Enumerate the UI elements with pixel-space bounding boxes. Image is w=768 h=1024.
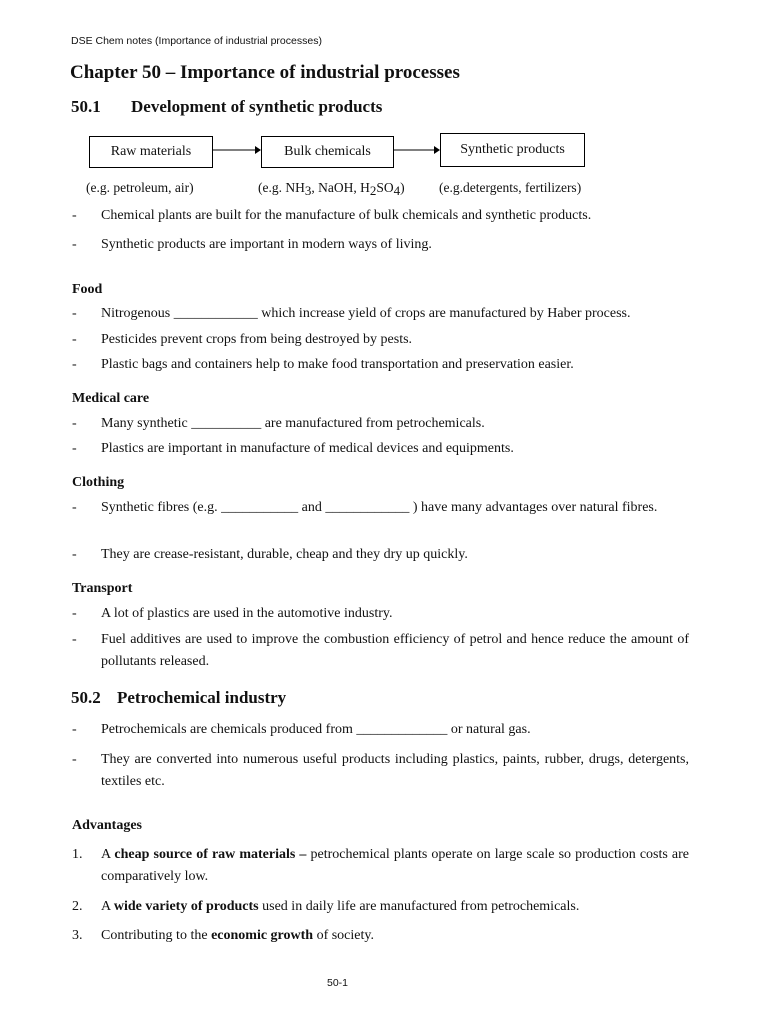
page-header: DSE Chem notes (Importance of industrial processes) bbox=[71, 35, 322, 47]
bulk-chemicals-example bbox=[258, 180, 405, 196]
section-number: 50.1 bbox=[71, 97, 101, 116]
bullet-text: Plastics are important in manufacture of medical devices and equipments. bbox=[101, 441, 514, 456]
subscript: 2 bbox=[369, 183, 377, 198]
item-text: used in daily life are manufactured from petrochemicals. bbox=[258, 899, 580, 914]
bullet-dash: - bbox=[72, 752, 77, 767]
bullet-text: Nitrogenous ____________ which increase yield of crops are manufactured by Haber process. bbox=[101, 306, 631, 321]
bullet-dash: - bbox=[72, 441, 77, 456]
advantage-item bbox=[101, 844, 689, 888]
item-bold-text: wide variety of products bbox=[113, 899, 259, 914]
bullet-text: Fuel additives are used to improve the combustion efficiency of petrol and hence reduce the amount of pollutants released. bbox=[101, 632, 689, 669]
medical-care-heading: Medical care bbox=[72, 391, 150, 406]
bullet-dash: - bbox=[72, 208, 77, 223]
item-number: 3. bbox=[72, 928, 83, 943]
flow-arrows bbox=[211, 143, 443, 159]
bullet-text: Synthetic fibres (e.g. ___________ and ____________ ) have many advantages over natural fibres. bbox=[101, 500, 658, 515]
arrow-head-2 bbox=[434, 146, 440, 154]
bullet-dash: - bbox=[72, 357, 77, 372]
transport-heading: Transport bbox=[72, 581, 133, 596]
eg-text: (e.g. NH bbox=[258, 180, 305, 195]
bullet-dash: - bbox=[72, 416, 77, 431]
advantage-item bbox=[101, 896, 689, 918]
bullet-dash: - bbox=[72, 332, 77, 347]
bullet-text: Petrochemicals are chemicals produced from _____________ or natural gas. bbox=[101, 722, 531, 737]
bullet-text: They are crease-resistant, durable, cheap and they dry up quickly. bbox=[101, 547, 468, 562]
bullet-dash: - bbox=[72, 722, 77, 737]
bullet-text: Many synthetic __________ are manufactured from petrochemicals. bbox=[101, 416, 485, 431]
bulk-chemicals-box: Bulk chemicals bbox=[261, 136, 394, 168]
raw-materials-example: (e.g. petroleum, air) bbox=[86, 180, 194, 195]
item-bold-text: economic growth bbox=[211, 928, 314, 943]
bullet-text: Pesticides prevent crops from being destroyed by pests. bbox=[101, 332, 413, 347]
bullet-dash: - bbox=[72, 500, 77, 515]
item-text: petrochemical plants operate on large scale so production costs are comparatively low. bbox=[101, 847, 690, 884]
bullet-dash: - bbox=[72, 606, 77, 621]
bullet-dash: - bbox=[72, 237, 77, 252]
section-heading-50-2 bbox=[71, 688, 286, 708]
item-number: 1. bbox=[72, 847, 83, 862]
bullet-dash: - bbox=[72, 632, 77, 647]
food-heading: Food bbox=[72, 282, 103, 297]
arrow-head-1 bbox=[255, 146, 261, 154]
raw-materials-box: Raw materials bbox=[89, 136, 213, 168]
advantage-item bbox=[101, 925, 689, 947]
section-title: Development of synthetic products bbox=[131, 97, 383, 116]
eg-text: ) bbox=[400, 180, 405, 195]
bullet-text: Plastic bags and containers help to make food transportation and preservation easier. bbox=[101, 357, 574, 372]
section-number: 50.2 bbox=[71, 688, 101, 707]
item-text: A bbox=[101, 899, 114, 914]
subscript: 3 bbox=[304, 183, 312, 198]
advantages-heading: Advantages bbox=[72, 818, 143, 833]
section-heading-50-1 bbox=[71, 97, 382, 117]
chapter-title: Chapter 50 – Importance of industrial processes bbox=[70, 62, 460, 83]
item-text: A bbox=[101, 847, 115, 862]
bullet-text: Chemical plants are built for the manufacture of bulk chemicals and synthetic products. bbox=[101, 208, 592, 223]
item-number: 2. bbox=[72, 899, 83, 914]
bullet-text: They are converted into numerous useful products including plastics, paints, rubber, drugs, detergents, textiles etc. bbox=[101, 752, 689, 789]
synthetic-products-box: Synthetic products bbox=[440, 133, 585, 167]
synthetic-products-example: (e.g.detergents, fertilizers) bbox=[439, 180, 582, 195]
page-number: 50-1 bbox=[327, 977, 349, 989]
eg-text: SO bbox=[376, 180, 394, 195]
bullet-dash: - bbox=[72, 306, 77, 321]
bullet-dash: - bbox=[72, 547, 77, 562]
bullet-text: A lot of plastics are used in the automotive industry. bbox=[101, 606, 393, 621]
subscript: 4 bbox=[393, 183, 401, 198]
item-text: of society. bbox=[313, 928, 374, 943]
item-text: Contributing to the bbox=[101, 928, 212, 943]
eg-text: , NaOH, H bbox=[311, 180, 370, 195]
bullet-text: Synthetic products are important in modern ways of living. bbox=[101, 237, 432, 252]
clothing-heading: Clothing bbox=[72, 475, 125, 490]
item-bold-text: cheap source of raw materials – bbox=[114, 847, 307, 862]
section-title: Petrochemical industry bbox=[117, 688, 287, 707]
